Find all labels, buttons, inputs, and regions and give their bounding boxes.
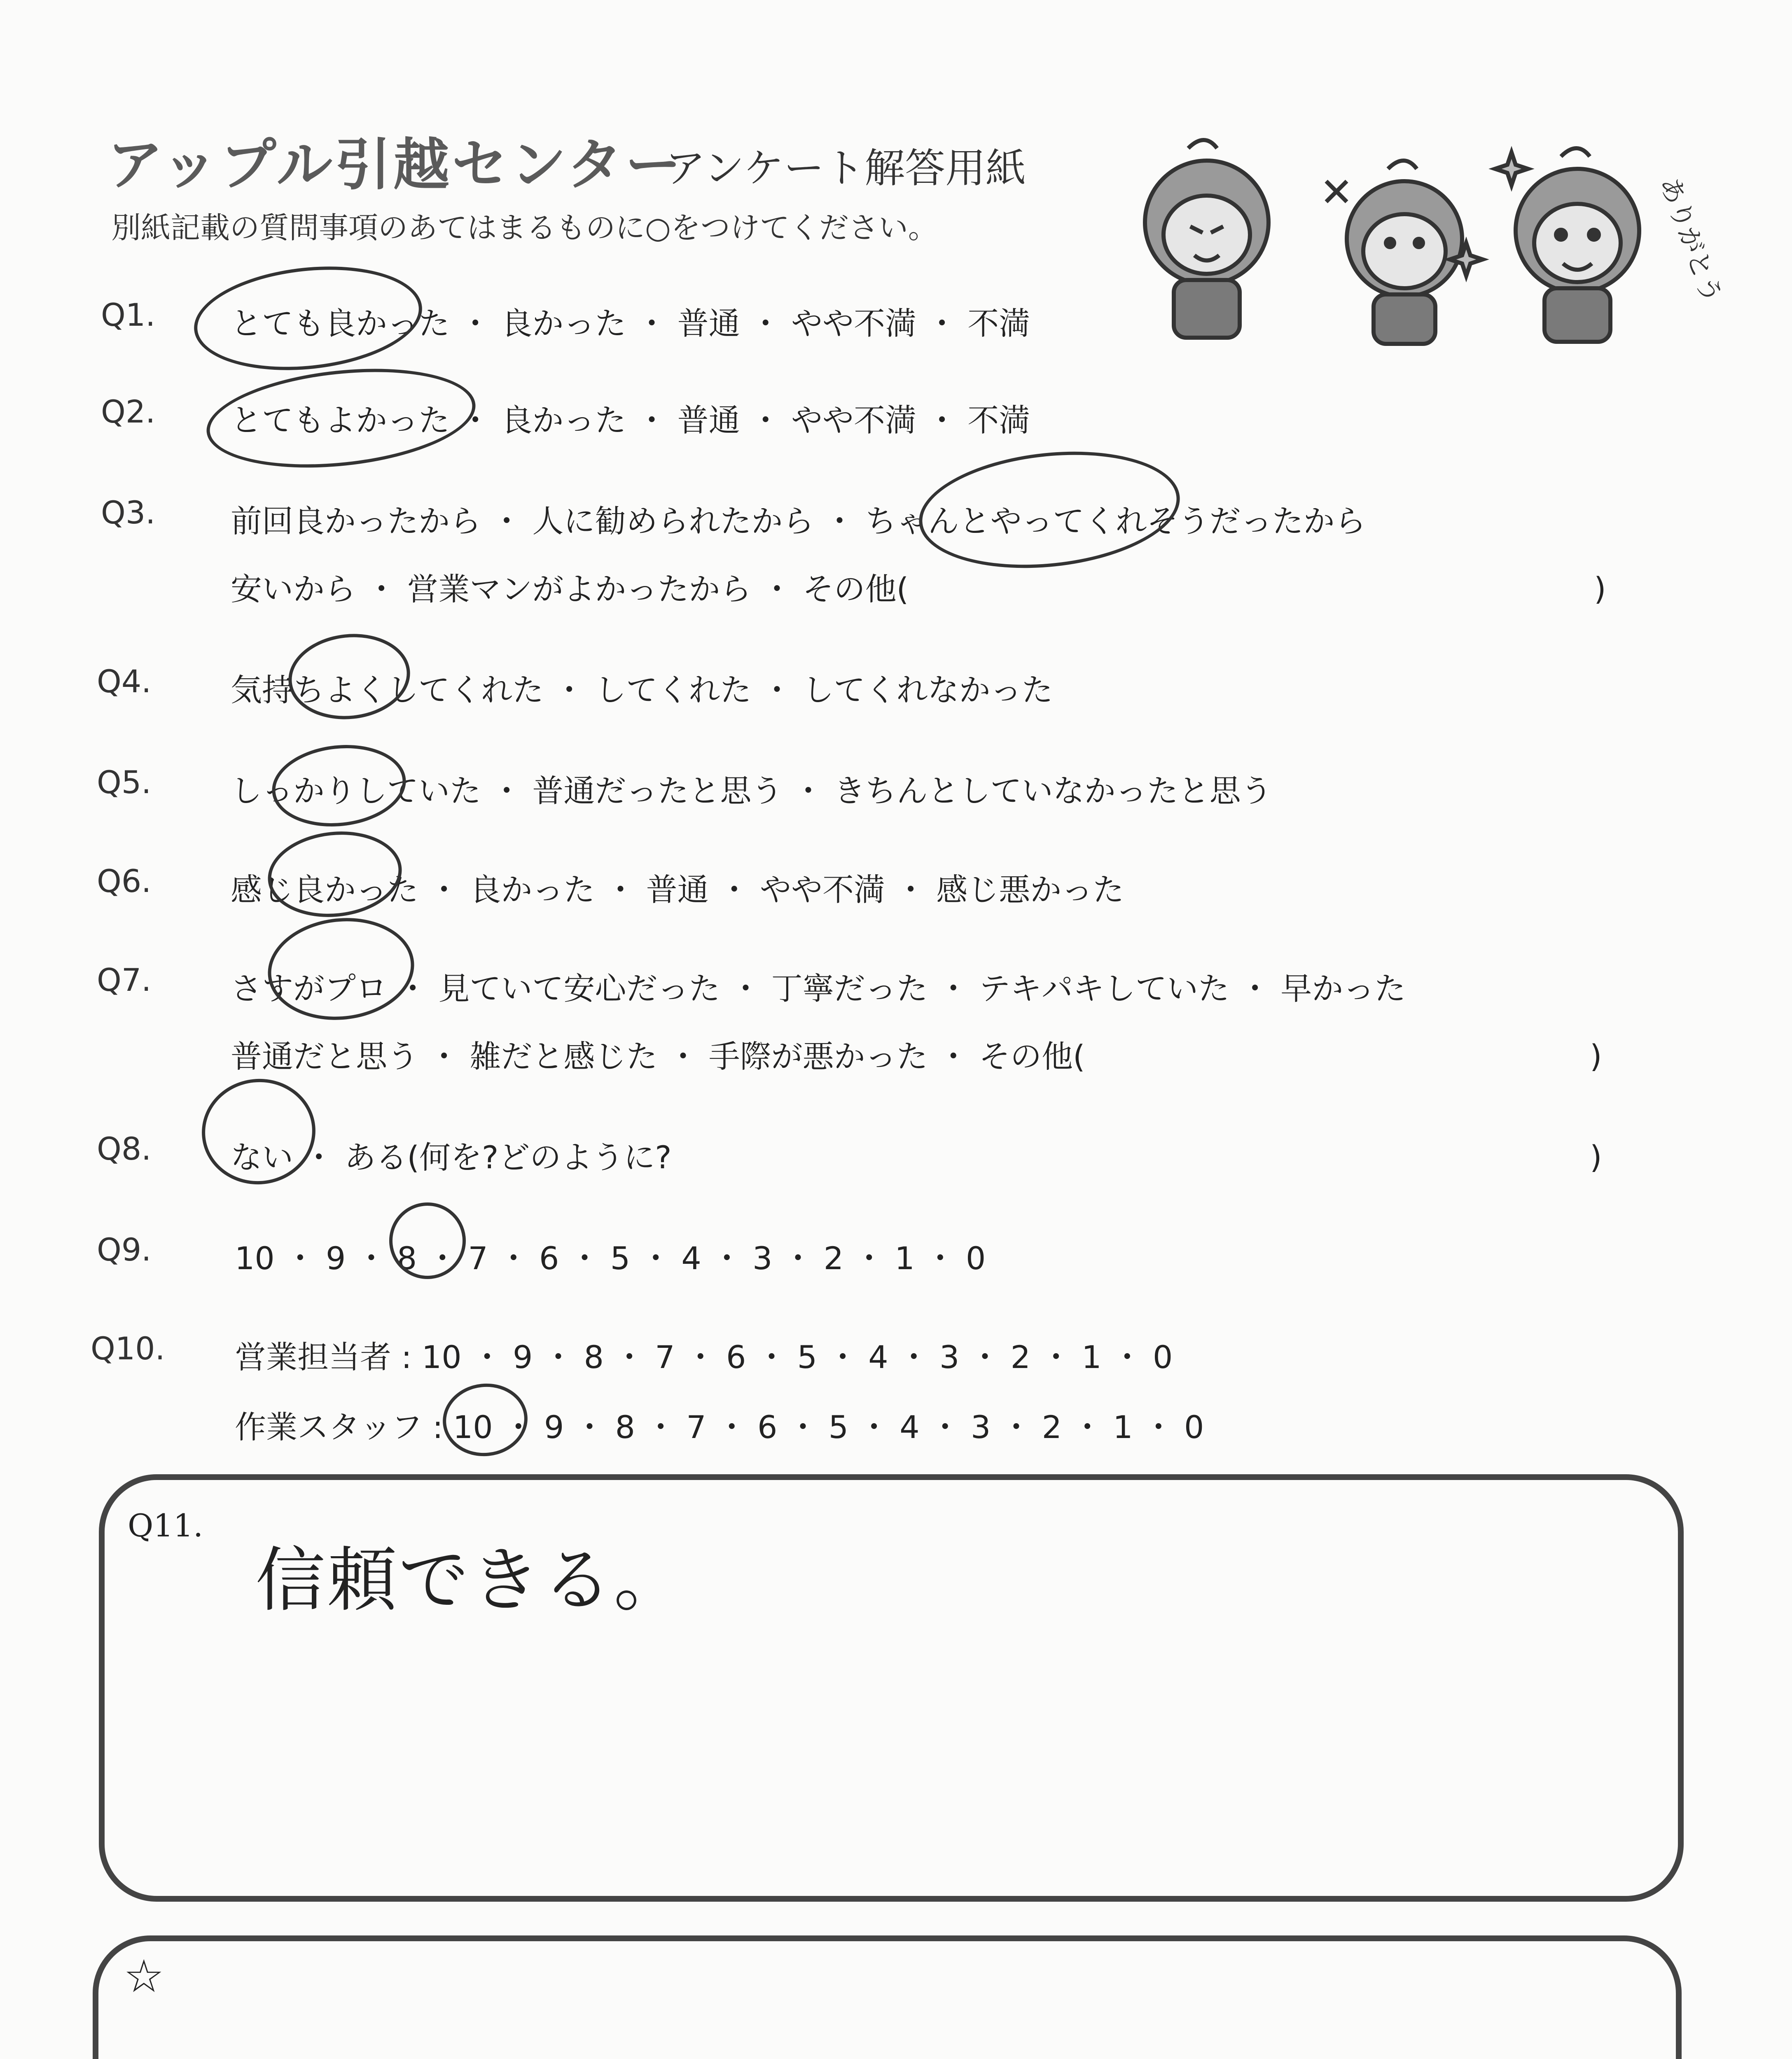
q8-options: ない ・ ある(何を?どのように? — [231, 1139, 672, 1176]
handwritten-comment: 信頼できる。 — [255, 1540, 686, 1621]
q3-options-line2: 安いから ・ 営業マンがよかったから ・ その他( — [231, 571, 909, 607]
q10-staff-answer-circle — [439, 1380, 531, 1461]
q1-options: とても良かった ・ 良かった ・ 普通 ・ やや不満 ・ 不満 — [231, 305, 1030, 342]
q6-number: Q6. — [97, 863, 152, 899]
mascot-thanks-text: ありがとう — [1653, 173, 1727, 308]
instruction-text: 別紙記載の質問事項のあてはまるものに○をつけてください。 — [111, 210, 938, 245]
q4-options: 気持ちよくしてくれた ・ してくれた ・ してくれなかった — [231, 672, 1053, 708]
q9-scale: 10 ・ 9 ・ 8 ・ 7 ・ 6 ・ 5 ・ 4 ・ 3 ・ 2 ・ 1 ・ 0 — [235, 1240, 986, 1277]
q3-options-line1: 前回良かったから ・ 人に勧められたから ・ ちゃんとやってくれそうだったから — [231, 503, 1366, 539]
star-icon: ☆ — [124, 1950, 164, 2003]
q10-sales-scale: 営業担当者 : 10 ・ 9 ・ 8 ・ 7 ・ 6 ・ 5 ・ 4 ・ 3 ・ 2 ・ 1 ・ 0 — [235, 1339, 1173, 1375]
q8-close-paren: ) — [1590, 1139, 1602, 1175]
q7-options-line1: さすがプロ ・ 見ていて安心だった ・ 丁寧だった ・ テキパキしていた ・ 早かった — [231, 970, 1406, 1007]
q9-number: Q9. — [97, 1231, 152, 1268]
q8-number: Q8. — [97, 1130, 152, 1167]
q1-number: Q1. — [101, 296, 156, 333]
q7-answer-circle — [263, 911, 419, 1027]
q3-number: Q3. — [101, 494, 156, 531]
note-box[interactable] — [93, 1935, 1682, 2059]
company-title: アップル引越センター — [107, 133, 684, 198]
q3-answer-circle — [913, 440, 1185, 580]
q4-answer-circle — [284, 628, 414, 725]
mascot-illustration — [1112, 132, 1727, 346]
q10-number: Q10. — [91, 1330, 165, 1367]
q5-answer-circle — [268, 738, 410, 833]
q2-answer-circle — [202, 357, 481, 479]
q7-close-paren: ) — [1590, 1038, 1602, 1074]
q6-options: 感じ良かった ・ 良かった ・ 普通 ・ やや不満 ・ 感じ悪かった — [231, 871, 1124, 908]
q4-number: Q4. — [97, 663, 152, 700]
q11-label: Q11. — [128, 1507, 203, 1544]
q2-options: とてもよかった ・ 良かった ・ 普通 ・ やや不満 ・ 不満 — [231, 402, 1030, 439]
q7-number: Q7. — [97, 962, 152, 998]
form-title: アンケート解答用紙 — [665, 145, 1026, 192]
q3-close-paren: ) — [1594, 570, 1606, 607]
q5-options: しっかりしていた ・ 普通だったと思う ・ きちんとしていなかったと思う — [231, 773, 1272, 809]
q7-options-line2: 普通だと思う ・ 雑だと感じた ・ 手際が悪かった ・ その他( — [231, 1038, 1085, 1075]
q5-number: Q5. — [97, 764, 152, 801]
q10-staff-scale: 作業スタッフ : 10 ・ 9 ・ 8 ・ 7 ・ 6 ・ 5 ・ 4 ・ 3 ・ 2 ・ 1 ・ 0 — [235, 1409, 1204, 1445]
q2-number: Q2. — [101, 393, 156, 430]
q1-answer-circle — [189, 256, 428, 381]
